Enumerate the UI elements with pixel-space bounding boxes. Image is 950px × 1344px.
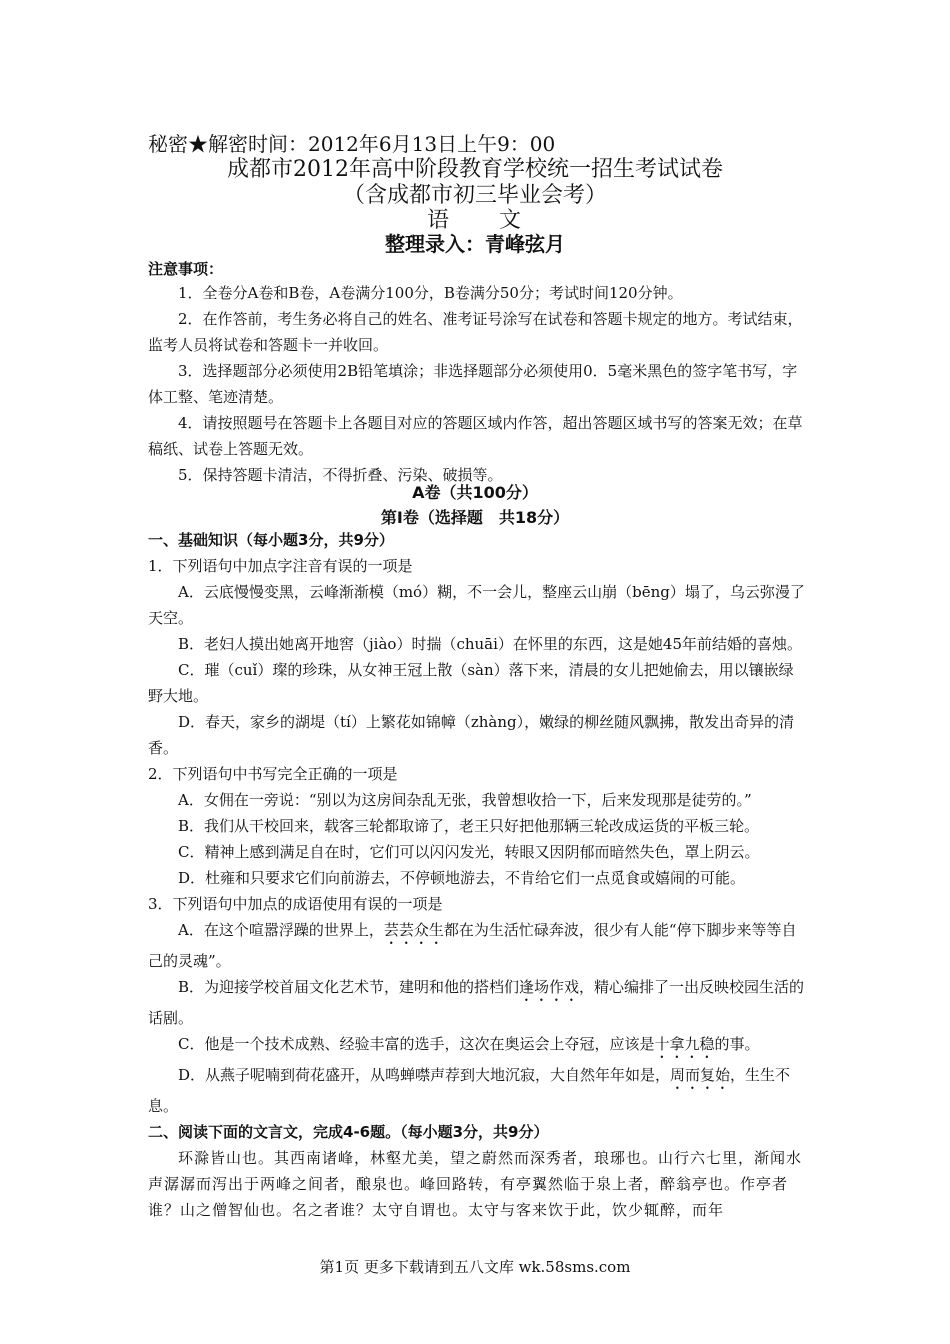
notice-item-1: 1．全卷分A卷和B卷，A卷满分100分，B卷满分50分；考试时间120分钟。 [178,284,683,302]
q3-d-post: ，生生不息。 [148,1066,791,1115]
q3-c-pre: C．他是一个技术成熟、经验丰富的选手，这次在奥运会上夺冠，应该是 [178,1035,655,1053]
q3-d-idiom: 周而复始 [670,1066,731,1084]
notice-title: 注意事项： [148,260,224,278]
q3-stem: 3．下列语句中加点的成语使用有误的一项是 [148,895,443,913]
secret-line: 秘密★解密时间：2012年6月13日上午9：00 [148,132,556,156]
q1-option-a: A．云底慢慢变黑，云峰渐渐模（mó）糊，不一会儿，整座云山崩（bēng）塌了，乌云弥漫了天空。 [148,583,805,627]
page-footer: 第1页 更多下载请到五八文库 wk.58sms.com [319,1258,631,1276]
q3-b-pre: B．为迎接学校首届文化艺术节，建明和他的搭档们 [178,978,520,996]
notice-item-4: 4．请按照题号在答题卡上各题目对应的答题区域内作答，超出答题区域书写的答案无效；在草稿纸、试卷上答题无效。 [148,414,803,458]
q1-option-d: D．春天，家乡的湖堤（tí）上繁花如锦幛（zhàng），嫩绿的柳丝随风飘拂，散发出奇异的清香。 [148,713,795,757]
notice-item-3: 3．选择题部分必须使用2B铅笔填涂；非选择题部分必须使用0．5毫米黑色的签字笔书写，字体工整、笔迹清楚。 [148,362,798,406]
q2-option-b: B．我们从干校回来，载客三轮都取谛了，老王只好把他那辆三轮改成运货的平板三轮。 [178,817,760,835]
q3-d-pre: D．从燕子呢喃到荷花盛开，从鸣蝉噤声荐到大地沉寂，大自然年年如是， [178,1066,671,1084]
q1-stem: 1．下列语句中加点字注音有误的一项是 [148,557,413,575]
part1-title: 第Ⅰ卷（选择题 共18分） [380,508,570,527]
q3-b-idiom: 逢场作戏 [519,978,580,996]
q3-option-c [148,1031,806,1062]
q2-option-c: C．精神上感到满足自在时，它们可以闪闪发光，转眼又因阴郁而暗然失色，罩上阴云。 [178,843,760,861]
q2-option-d: D．杜雍和只要求它们向前游去，不停顿地游去，不肯给它们一点觅食或嬉闹的可能。 [178,869,746,887]
q1-option-b: B．老妇人摸出她离开地窖（jiào）时揣（chuāi）在怀里的东西，这是她45年前结婚的喜烛。 [178,635,802,653]
subject-title: 语 文 [426,208,523,233]
q3-c-idiom: 十拿九稳 [654,1035,715,1053]
section-1-title: 一、基础知识（每小题3分，共9分） [148,531,394,549]
exam-title: 成都市2012年高中阶段教育学校统一招生考试试卷 [227,157,723,182]
q3-option-a [148,917,806,974]
section-2-title: 二、阅读下面的文言文，完成4-6题。（每小题3分，共9分） [148,1123,549,1141]
q3-option-d [148,1062,806,1119]
q3-b-post: ，精心编排了一出反映校园生活的话剧。 [148,978,805,1027]
exam-subtitle: （含成都市初三毕业会考） [342,183,607,208]
q3-option-b [148,974,806,1031]
notice-item-5: 5．保持答题卡清洁，不得折叠、污染、破损等。 [178,466,503,484]
notice-list [148,280,806,488]
notice-item-2: 2．在作答前，考生务必将自己的姓名、准考证号涂写在试卷和答题卡规定的地方。考试结束，监考人员将试卷和答题卡一并收回。 [148,310,803,354]
q2-stem: 2．下列语句中书写完全正确的一项是 [148,765,398,783]
q2-option-a: A．女佣在一旁说：“别以为这房间杂乱无张，我曾想收拾一下，后来发现那是徒劳的。” [178,791,752,809]
q1-option-c: C．璀（cuǐ）璨的珍珠，从女神王冠上散（sàn）落下来，清晨的女儿把她偷去，用以镶嵌绿野大地。 [148,661,794,705]
q3-a-pre: A．在这个喧嚣浮躁的世界上， [178,921,384,939]
q3-c-post: 的事。 [714,1035,760,1053]
q3-a-idiom: 芸芸众生 [383,921,444,939]
q3-a-post: 都在为生活忙碌奔波，很少有人能“停下脚步来等等自己的灵魂”。 [148,921,797,970]
volume-a-title: A卷（共100分） [412,483,538,502]
section-1 [148,527,806,1223]
classical-passage: 环滁皆山也。其西南诸峰，林壑尤美，望之蔚然而深秀者，琅琊也。山行六七里，渐闻水声潺潺而泻出于两峰之间者，酿泉也。峰回路转，有亭翼然临于泉上者，醉翁亭也。作亭者谁？山之僧智仙也。名之者谁？太守自谓也。太守与客来饮于此，饮少辄醉，而年 [148,1149,803,1219]
editor-line: 整理录入：青峰弦月 [385,232,565,256]
